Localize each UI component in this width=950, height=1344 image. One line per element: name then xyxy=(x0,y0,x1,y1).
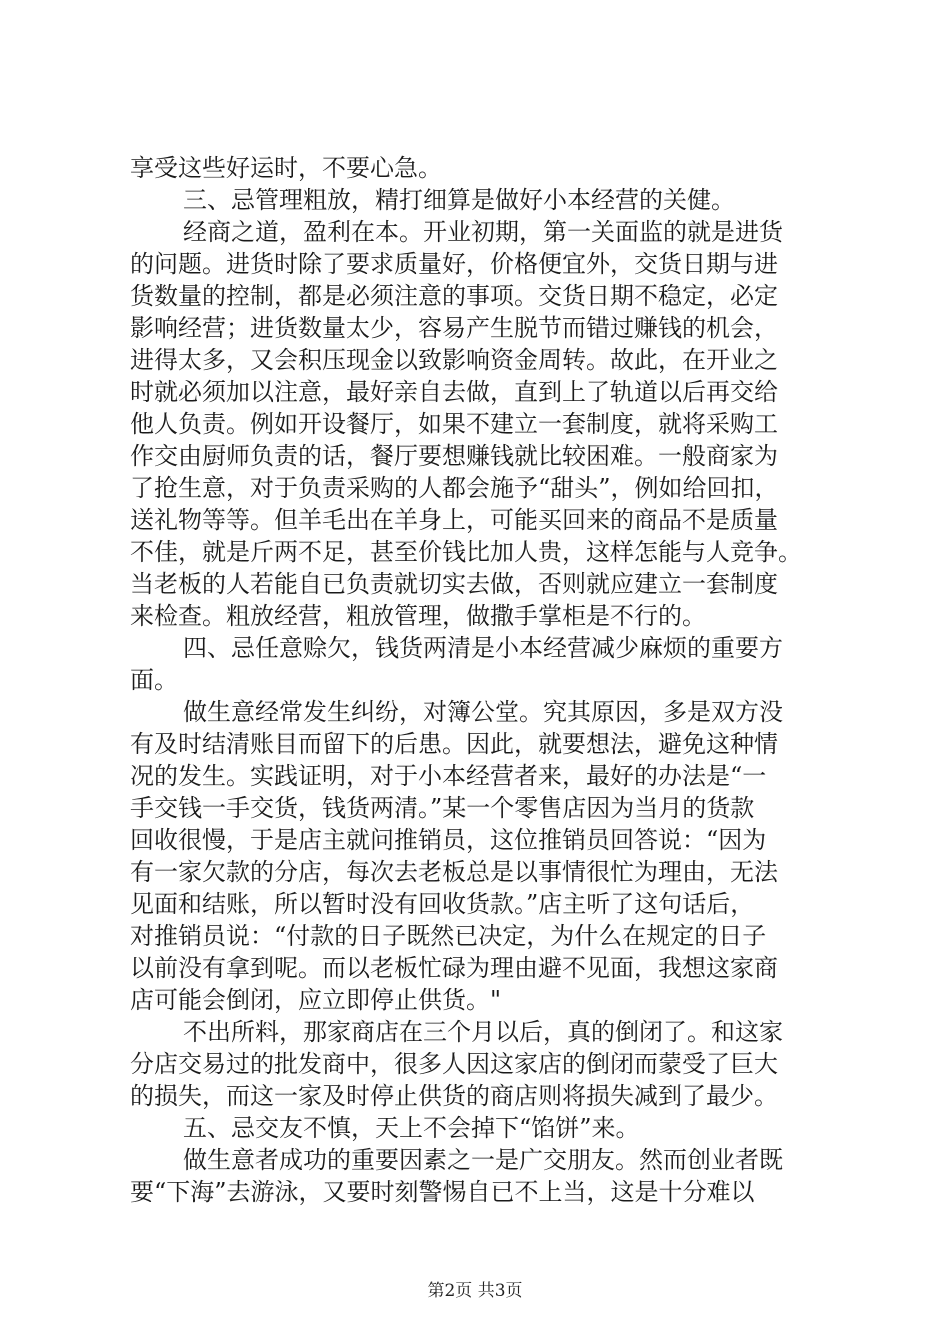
text-line: 有及时结清账目而留下的后患。因此，就要想法，避免这种情 xyxy=(130,730,778,758)
text-line: 面。 xyxy=(130,666,178,694)
text-line: 送礼物等等。但羊毛出在羊身上，可能买回来的商品不是质量 xyxy=(130,506,778,534)
text-line: 不出所料，那家商店在三个月以后，真的倒闭了。和这家 xyxy=(183,1018,783,1046)
text-line: 以前没有拿到呢。而以老板忙碌为理由避不见面，我想这家商 xyxy=(130,954,778,982)
text-line: 况的发生。实践证明，对于小本经营者来，最好的办法是“一 xyxy=(130,762,767,790)
text-line: 对推销员说：“付款的日子既然已决定，为什么在规定的日子 xyxy=(130,922,767,950)
text-line: 三、忌管理粗放，精打细算是做好小本经营的关健。 xyxy=(183,186,735,214)
text-line: 了抢生意，对于负责采购的人都会施予“甜头”，例如给回扣， xyxy=(130,474,779,502)
text-line: 当老板的人若能自已负责就切实去做，否则就应建立一套制度 xyxy=(130,570,778,598)
text-line: 的问题。进货时除了要求质量好，价格便宜外，交货日期与进 xyxy=(130,250,778,278)
text-line: 手交钱一手交货，钱货两清。”某一个零售店因为当月的货款 xyxy=(130,794,755,822)
text-line: 影响经营；进货数量太少，容易产生脱节而错过赚钱的机会， xyxy=(130,314,778,342)
text-line: 不佳，就是斤两不足，甚至价钱比加人贵，这样怎能与人竞争。 xyxy=(130,538,802,566)
text-line: 货数量的控制，都是必须注意的事项。交货日期不稳定，必定 xyxy=(130,282,778,310)
text-line: 五、忌交友不慎，天上不会掉下“馅饼”来。 xyxy=(183,1114,640,1142)
text-line: 他人负责。例如开设餐厅，如果不建立一套制度，就将采购工 xyxy=(130,410,778,438)
text-line: 做生意者成功的重要因素之一是广交朋友。然而创业者既 xyxy=(183,1146,783,1174)
text-line: 进得太多，又会积压现金以致影响资金周转。故此，在开业之 xyxy=(130,346,778,374)
page-footer: 第2页 共3页 xyxy=(427,1281,523,1301)
text-line: 做生意经常发生纠纷，对簿公堂。究其原因，多是双方没 xyxy=(183,698,783,726)
text-line: 有一家欠款的分店，每次去老板总是以事情很忙为理由，无法 xyxy=(130,858,778,886)
text-line: 经商之道，盈利在本。开业初期，第一关面监的就是进货 xyxy=(183,218,783,246)
text-line: 的损失，而这一家及时停止供货的商店则将损失减到了最少。 xyxy=(130,1082,778,1110)
text-line: 作交由厨师负责的话，餐厅要想赚钱就比较困难。一般商家为 xyxy=(130,442,778,470)
text-line: 店可能会倒闭，应立即停止供货。" xyxy=(130,986,502,1014)
text-line: 享受这些好运时，不要心急。 xyxy=(130,154,442,182)
text-line: 时就必须加以注意，最好亲自去做，直到上了轨道以后再交给 xyxy=(130,378,778,406)
text-line: 来检查。粗放经营，粗放管理，做撒手掌柜是不行的。 xyxy=(130,602,706,630)
text-line: 要“下海”去游泳，又要时刻警惕自已不上当，这是十分难以 xyxy=(130,1178,755,1206)
text-line: 分店交易过的批发商中，很多人因这家店的倒闭而蒙受了巨大 xyxy=(130,1050,778,1078)
body-text xyxy=(130,152,830,1208)
text-line: 回收很慢，于是店主就问推销员，这位推销员回答说：“因为 xyxy=(130,826,767,854)
text-line: 四、忌任意赊欠，钱货两清是小本经营减少麻烦的重要方 xyxy=(183,634,783,662)
text-line: 见面和结账，所以暂时没有回收货款。”店主听了这句话后， xyxy=(130,890,755,918)
